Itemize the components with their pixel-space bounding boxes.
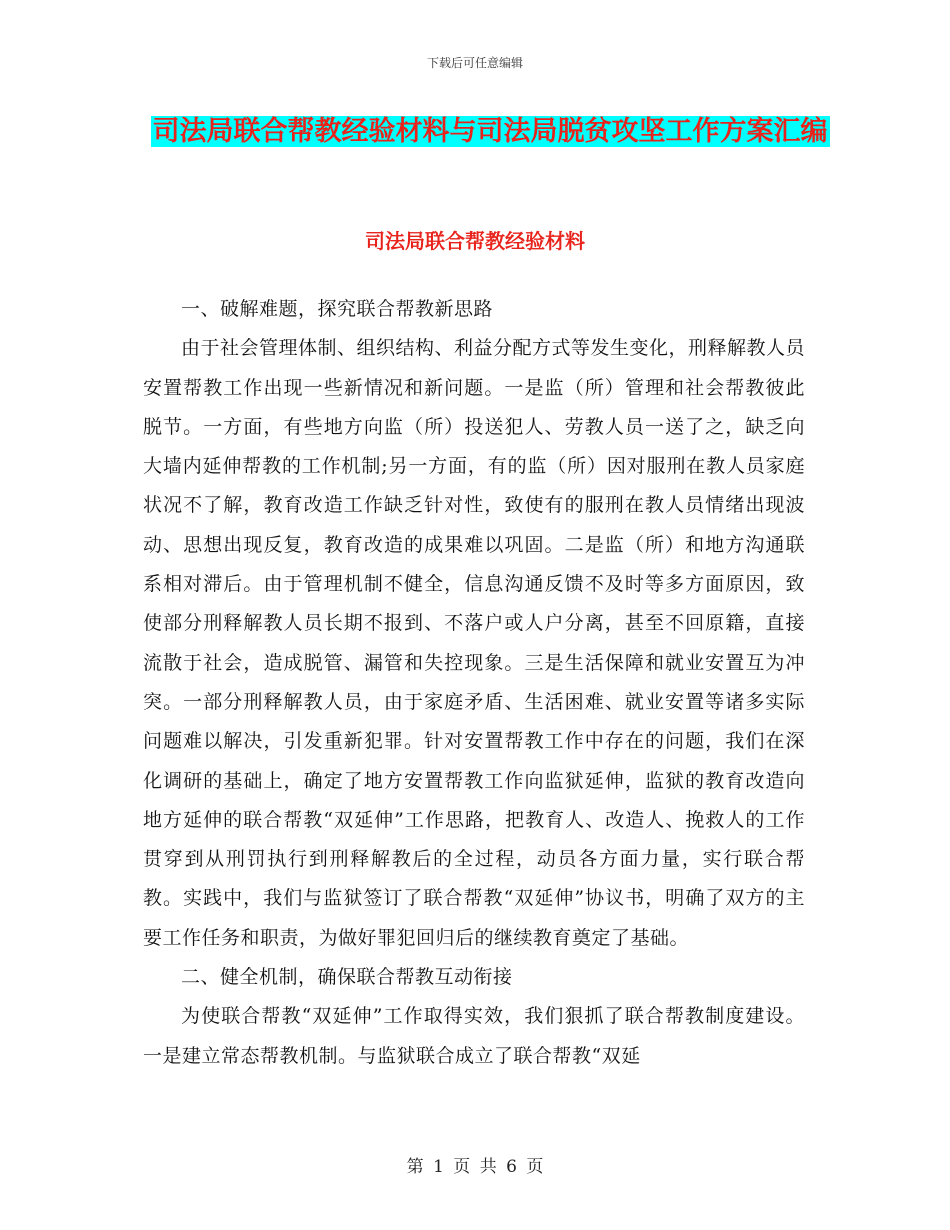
section-heading-2: 二、健全机制，确保联合帮教互动衔接 — [181, 966, 513, 989]
document-title — [150, 108, 830, 156]
document-title-text: 司法局联合帮教经验材料与司法局脱贫攻坚工作方案汇编 — [152, 116, 828, 147]
header-note: 下载后可任意编辑 — [426, 56, 523, 70]
page-number: 第 1 页 共 6 页 — [406, 1157, 544, 1177]
document-body — [143, 290, 805, 1076]
section-title: 司法局联合帮教经验材料 — [365, 229, 585, 253]
body-paragraph-1: 由于社会管理体制、组织结构、利益分配方式等发生变化，刑释解教人员安置帮教工作出现一些新情况和新问题。一是监（所）管理和社会帮教彼此脱节。一方面，有些地方向监（所）投送犯人、劳教人员一送了之，缺乏向大墙内延伸帮教的工作机制;另一方面，有的监（所）因对服刑在教人员家庭状况不了解，教育改造工作缺乏针对性，致使有的服刑在教人员情绪出现波动、思想出现反复，教育改造的成果难以巩固。二是监（所）和地方沟通联系相对滞后。由于管理机制不健全，信息沟通反馈不及时等多方面原因，致使部分刑释解教人员长期不报到、不落户或人户分离，甚至不回原籍，直接流散于社会，造成脱管、漏管和失控现象。三是生活保障和就业安置互为冲突。一部分刑释解教人员，由于家庭矛盾、生活困难、就业安置等诸多实际问题难以解决，引发重新犯罪。针对安置帮教工作中存在的问题，我们在深化调研的基础上，确定了地方安置帮教工作向监狱延伸，监狱的教育改造向地方延伸的联合帮教“双延伸”工作思路，把教育人、改造人、挽救人的工作贯穿到从刑罚执行到刑释解教后的全过程，动员各方面力量，实行联合帮教。实践中，我们与监狱签订了联合帮教“双延伸”协议书，明确了双方的主要工作任务和职责，为做好罪犯回归后的继续教育奠定了基础。 — [143, 337, 806, 949]
section-heading-1: 一、破解难题，探究联合帮教新思路 — [181, 298, 494, 320]
body-paragraph-2: 为使联合帮教“双延伸”工作取得实效，我们狠抓了联合帮教制度建设。一是建立常态帮教机制。与监狱联合成立了联合帮教“双延 — [143, 1005, 805, 1067]
